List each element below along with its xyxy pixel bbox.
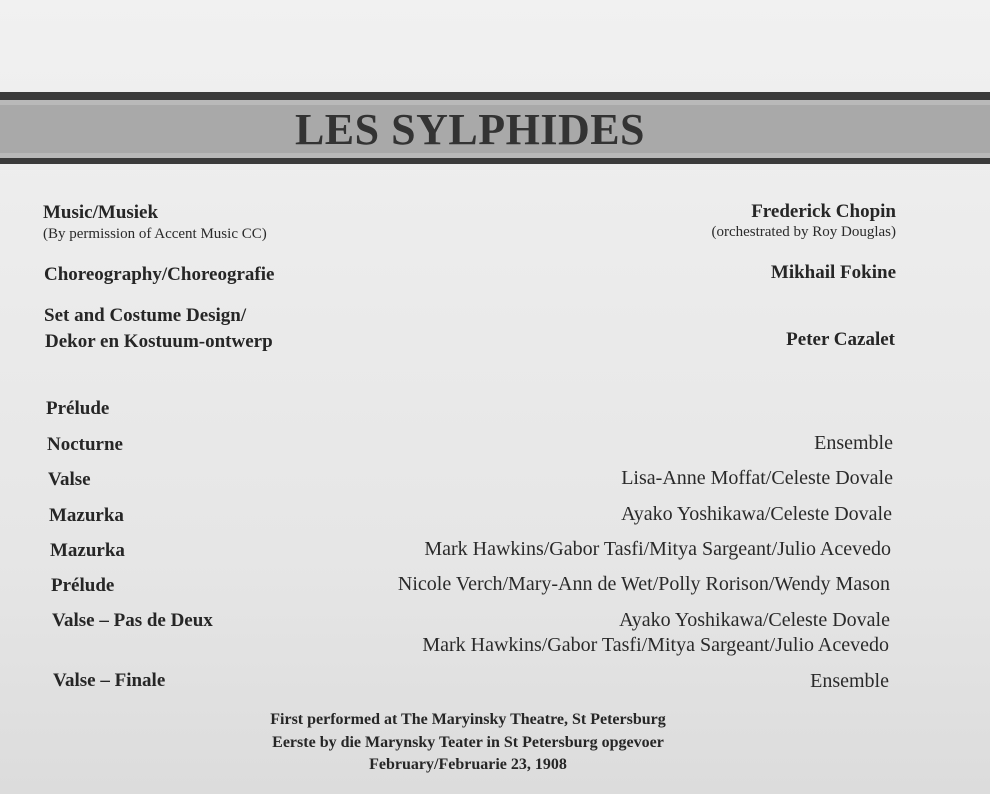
dance-name: Prélude [46,398,110,419]
dance-name: Mazurka [49,505,124,526]
choreographer: Mikhail Fokine [770,262,896,283]
dancers-line2: Mark Hawkins/Gabor Tasfi/Mitya Sargeant/Julio Acevedo [422,634,889,656]
dancers: Ayako Yoshikawa/Celeste Dovale [619,609,890,631]
dancers: Nicole Verch/Mary-Ann de Wet/Polly Rorison/Wendy Mason [397,573,890,595]
dancers: Ensemble [814,432,893,454]
dance-name: Valse – Finale [53,670,166,691]
dance-name: Valse [48,469,91,490]
music-orchestration-note: (orchestrated by Roy Douglas) [711,224,896,240]
dancers: Ayako Yoshikawa/Celeste Dovale [621,503,892,525]
page-title: LES SYLPHIDES [294,105,646,154]
dance-name: Mazurka [50,540,125,561]
music-composer: Frederick Chopin [751,201,896,222]
music-label: Music/Musiek [43,202,159,223]
design-label-line2: Dekor en Kostuum-ontwerp [45,331,273,352]
designer: Peter Cazalet [786,329,895,350]
music-permission-note: (By permission of Accent Music CC) [43,226,267,242]
footer-premiere-af: Eerste by die Marynsky Teater in St Petersburg opgevoer [272,734,664,751]
dancers: Ensemble [810,670,889,692]
design-label-line1: Set and Costume Design/ [44,305,247,326]
dancers: Lisa-Anne Moffat/Celeste Dovale [621,467,893,489]
footer-premiere-en: First performed at The Maryinsky Theatre, St Petersburg [270,711,666,728]
dance-name: Nocturne [47,434,123,455]
dance-name: Valse – Pas de Deux [52,610,213,631]
dancers: Mark Hawkins/Gabor Tasfi/Mitya Sargeant/Julio Acevedo [424,538,891,560]
dance-name: Prélude [51,575,115,596]
footer-premiere-date: February/Februarie 23, 1908 [369,756,567,773]
choreography-label: Choreography/Choreografie [44,264,275,285]
